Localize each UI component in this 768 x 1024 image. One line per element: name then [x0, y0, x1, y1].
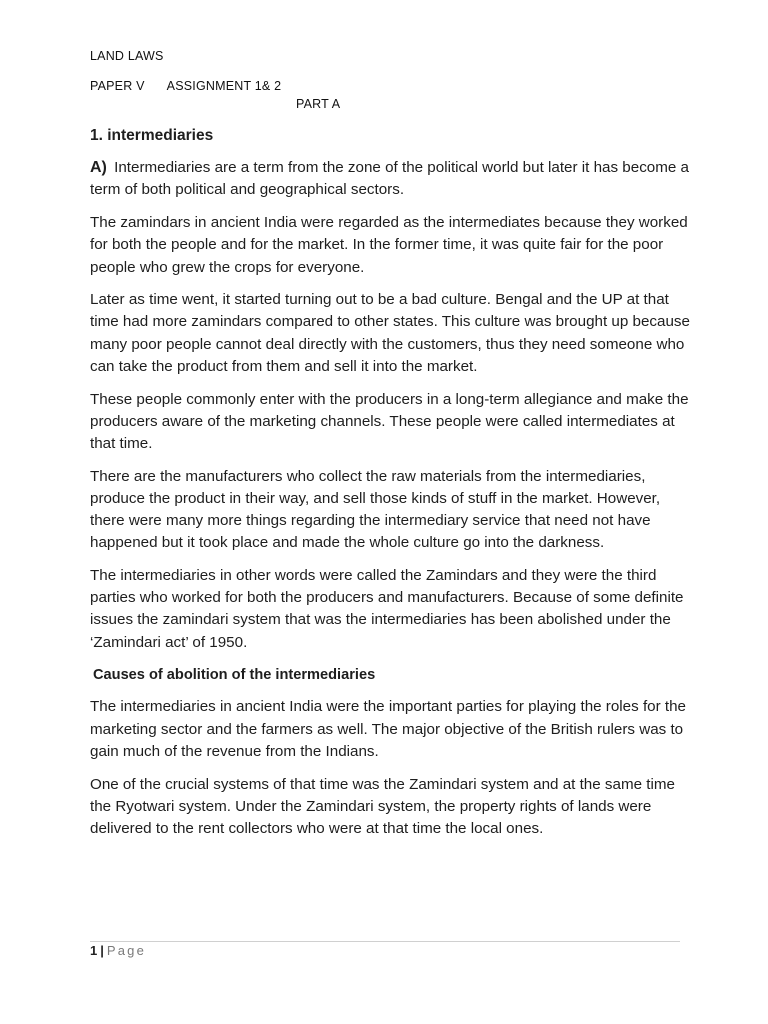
paragraph: The intermediaries in other words were called the Zamindars and they were the third parties who worked for both the producers and manufacturers. Because of some definite issues the zamindari system that was the intermediaries has been abolished under the ‘Zamindari act’ of 1950.	[90, 566, 684, 651]
paragraph: The intermediaries in ancient India were the important parties for playing the roles for the marketing sector and the farmers as well. The major objective of the British rulers was to gain much of the revenue from the Indians.	[90, 698, 686, 760]
paragraph: One of the crucial systems of that time was the Zamindari system and at the same time the Ryotwari system. Under the Zamindari system, the property rights of lands were delivered to the rent collectors who were at that time the local ones.	[90, 775, 675, 837]
page-number: 1	[90, 943, 98, 958]
paragraph: There are the manufacturers who collect the raw materials from the intermediaries, produce the product in their way, and sell those kinds of stuff in the market. However, there were many more things regarding the intermediary service that need not have happened but it took place and made the whole culture go into the darkness.	[90, 467, 661, 552]
footer-divider	[90, 941, 680, 942]
paragraph: The zamindars in ancient India were regarded as the intermediates because they worked for both the people and for the market. In the former time, it was quite fair for the poor people who grew the crops for everyone.	[90, 214, 688, 276]
paragraph: These people commonly enter with the producers in a long-term allegiance and make the producers aware of the marketing channels. These people were called intermediates at that time.	[90, 390, 689, 452]
paragraph-lead-label: A)	[90, 159, 107, 177]
document-body	[90, 125, 690, 851]
page-footer	[90, 943, 146, 958]
document-title: LAND LAWS	[90, 49, 164, 63]
page-label: Page	[106, 943, 147, 958]
paragraph	[90, 157, 690, 201]
assignment-label: ASSIGNMENT 1& 2	[166, 79, 282, 93]
footer-separator: |	[100, 943, 104, 958]
part-label: PART A	[296, 97, 341, 111]
paragraph: Later as time went, it started turning out to be a bad culture. Bengal and the UP at that time had more zamindars compared to other states. This culture was brought up because many poor people cannot deal directly with the customers, thus they need someone who can take the product from them and sell it into the market.	[90, 291, 690, 375]
paragraph-text: Intermediaries are a term from the zone of the political world but later it has become a term of both political and geographical sectors.	[90, 159, 689, 199]
section-heading: 1. intermediaries	[90, 127, 214, 144]
paper-assignment-line	[90, 79, 281, 93]
causes-heading: Causes of abolition of the intermediaries	[93, 667, 376, 684]
paper-label: PAPER V	[90, 79, 145, 93]
